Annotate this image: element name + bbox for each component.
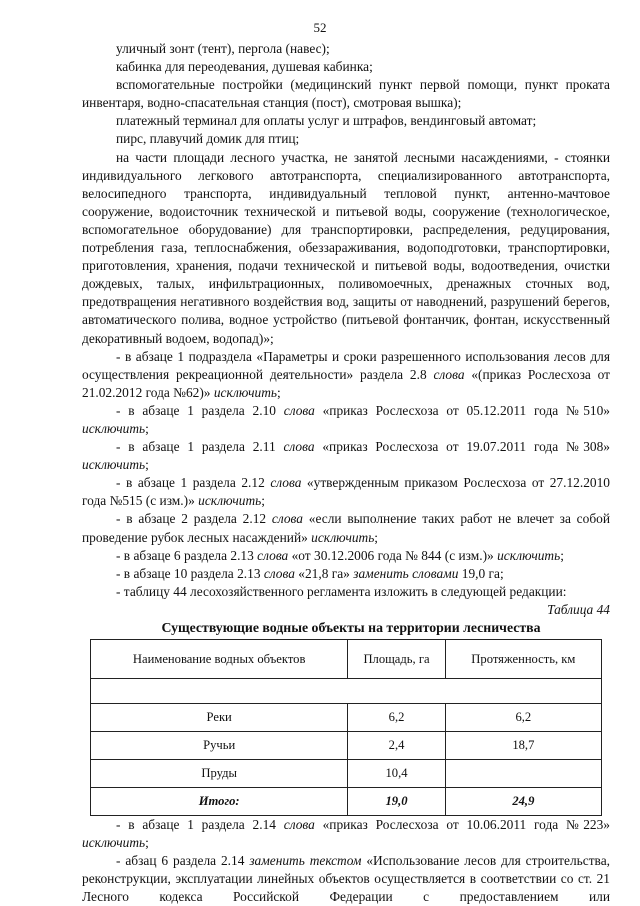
table-cell: Пруды: [91, 759, 348, 787]
table-header-cell: Наименование водных объектов: [91, 639, 348, 678]
edit-item: - абзац 6 раздела 2.14 заменить текстом «Использование лесов для строительства, реконструкции, эксплуатации линейных объектов осуществляется в соответствии со ст. 21 Лесного кодекса Российской Федерации с предоставлением или: [82, 853, 610, 905]
paragraph: на части площади лесного участка, не занятой лесными насаждениями, - стоянки индивидуального легкового автотранспорта, специализированного автотранспорта, велосипедного транспорта, индивидуальный тепловой пункт, антенно-мачтовое сооружение, водоисточник технической и питьевой воды, сооружение (технологическое, вспомогательное оборудование) для транспортировки, распределения, редуцирования, потребления газа, теплоснабжения, обеззараживания, водоподготовки, транспортировки, приготовления, хранения, подачи технической и питьевой воды, водоотведения, очистки дождевых, талых, инфильтрационных, поливомоечных, дренажных сточных вод, предотвращения негативного воздействия вод, защиты от наводнений, разрушений берегов, автоматического полива, водное устройство (питьевой фонтанчик, фонтан, искусственный декоративный водоем, водопад)»;: [82, 149, 610, 346]
table-cell: 18,7: [445, 731, 601, 759]
table-cell: 19,0: [348, 787, 445, 815]
edit-item: - в абзаце 10 раздела 2.13 слова «21,8 га» заменить словами 19,0 га;: [116, 565, 504, 581]
table-intro: - таблицу 44 лесохозяйственного регламента изложить в следующей редакции:: [116, 583, 567, 599]
edit-item: - в абзаце 1 раздела 2.11 слова «приказ Рослесхоза от 19.07.2011 года №308» исключить;: [82, 439, 611, 473]
paragraph: уличный зонт (тент), пергола (навес);: [116, 41, 330, 56]
edit-item: - в абзаце 2 раздела 2.12 слова «если выполнение таких работ не влечет за собой проведение рубок лесных насаждений» исключить;: [82, 511, 610, 545]
paragraph: платежный терминал для оплаты услуг и штрафов, вендинговый автомат;: [116, 113, 537, 129]
water-objects-table: [90, 639, 602, 816]
table-row: [91, 731, 602, 759]
table-cell: 6,2: [348, 703, 445, 731]
table-cell: Ручьи: [91, 731, 348, 759]
edit-item: - в абзаце 1 подраздела «Параметры и сроки разрешенного использования лесов для осуществления рекреационной деятельности» раздела 2.8 слова «(приказ Рослесхоза от 21.02.2012 года №62)» исключить;: [82, 348, 610, 400]
table-header-cell: Площадь, га: [348, 639, 445, 678]
page-number: 52: [313, 20, 327, 35]
table-header-cell: Протяженность, км: [445, 639, 601, 678]
edit-item: - в абзаце 1 раздела 2.14 слова «приказ Рослесхоза от 10.06.2011 года №223» исключить;: [82, 816, 610, 850]
table-cell: [91, 678, 602, 703]
document-body: [82, 40, 610, 906]
table-row: [91, 703, 602, 731]
table-caption: Таблица 44: [547, 601, 610, 617]
table-total-row: [91, 787, 602, 815]
table-cell: 10,4: [348, 759, 445, 787]
table-cell: 6,2: [445, 703, 601, 731]
paragraph: вспомогательные постройки (медицинский пункт первой помощи, пункт проката инвентаря, водно-спасательная станция (пост), смотровая вышка);: [82, 77, 610, 111]
table-title: Существующие водные объекты на территории лесничества: [161, 619, 541, 635]
paragraph: пирс, плавучий домик для птиц;: [116, 131, 300, 147]
table-cell: [445, 759, 601, 787]
table-cell: Итого:: [91, 787, 348, 815]
table-cell: 24,9: [445, 787, 601, 815]
edit-item: - в абзаце 6 раздела 2.13 слова «от 30.12.2006 года № 844 (с изм.)» исключить;: [116, 547, 564, 563]
paragraph: кабинка для переодевания, душевая кабинка;: [116, 59, 373, 75]
edit-item: - в абзаце 1 раздела 2.10 слова «приказ Рослесхоза от 05.12.2011 года №510» исключить;: [82, 402, 610, 436]
table-cell: Реки: [91, 703, 348, 731]
table-header-row: [91, 639, 602, 678]
table-spacer-row: [91, 678, 602, 703]
edit-item: - в абзаце 1 раздела 2.12 слова «утвержденным приказом Рослесхоза от 27.12.2010 года №515 (с изм.)» исключить;: [82, 475, 610, 509]
table-row: [91, 759, 602, 787]
table-cell: 2,4: [348, 731, 445, 759]
